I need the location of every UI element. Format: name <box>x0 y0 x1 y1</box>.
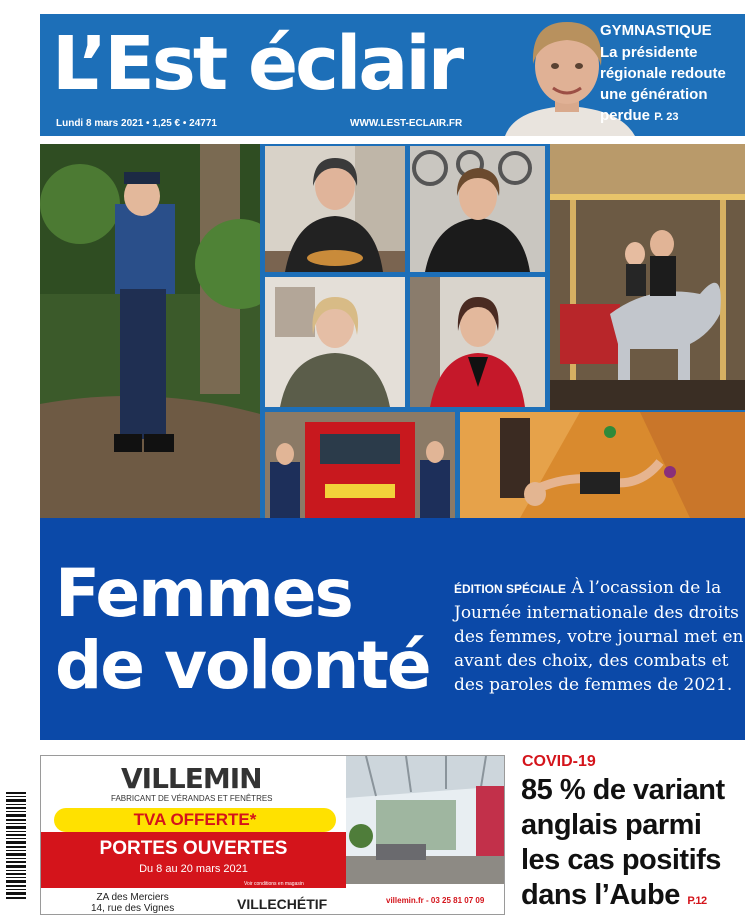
ad-conditions: Voir conditions en magasin <box>244 881 304 887</box>
covid-headline[interactable] <box>521 773 746 919</box>
teaser-headline[interactable] <box>600 42 745 128</box>
ad-portes-title: PORTES OUVERTES <box>99 838 288 859</box>
ad-subtitle: FABRICANT DE VÉRANDAS ET FENÊTRES <box>111 794 273 803</box>
headline-block <box>40 518 745 740</box>
photo-firefighters <box>265 412 455 518</box>
ad-address <box>91 892 174 914</box>
newspaper-logo[interactable]: L’Est éclair <box>52 21 462 107</box>
ad-veranda-photo <box>346 756 505 884</box>
ad-tva-banner: TVA OFFERTE* <box>54 808 336 832</box>
photo-woman-office <box>265 277 405 407</box>
covid-topic: COVID-19 <box>522 753 596 770</box>
photo-mechanic <box>410 146 545 272</box>
photo-carousel <box>550 144 745 410</box>
edition-label: ÉDITION SPÉCIALE <box>454 582 567 596</box>
photo-climber <box>460 412 745 518</box>
teaser-page-ref: P. 23 <box>654 111 679 123</box>
ad-brand: VILLEMIN <box>121 762 262 795</box>
ad-contact[interactable]: villemin.fr - 03 25 81 07 09 <box>386 896 485 905</box>
covid-page-ref: P.12 <box>687 895 707 907</box>
masthead <box>40 14 745 136</box>
ad-portes-ouvertes <box>41 832 346 888</box>
ad-address-line1: ZA des Merciers <box>96 892 169 903</box>
main-headline[interactable]: Femmes de volonté <box>55 555 430 704</box>
ad-town: VILLECHÉTIF <box>237 896 328 912</box>
barcode <box>6 790 32 900</box>
villemin-advertisement[interactable] <box>40 755 505 915</box>
ad-portes-dates: Du 8 au 20 mars 2021 <box>139 863 248 875</box>
edition-body: À l’ocassion de la Journée internationale des droits des femmes, votre journal met en avant des choix, des combats et des paroles de femmes de 2021. <box>454 578 744 695</box>
photo-gendarme <box>40 144 260 518</box>
photo-chef <box>265 146 405 272</box>
date-price-line: Lundi 8 mars 2021 • 1,25 € • 24771 <box>56 118 217 129</box>
teaser-topic: GYMNASTIQUE <box>600 22 712 39</box>
photo-mosaic <box>40 144 745 518</box>
teaser-text: La présidente régionale redoute une génération perdue <box>600 44 726 124</box>
website-link[interactable]: WWW.LEST-ECLAIR.FR <box>350 118 463 129</box>
edition-paragraph <box>454 576 744 697</box>
covid-headline-text: 85 % de variant anglais parmi les cas positifs dans l’Aube <box>521 774 725 911</box>
ad-address-line2: 14, rue des Vignes <box>91 903 175 914</box>
photo-woman-red-jacket <box>410 277 545 407</box>
